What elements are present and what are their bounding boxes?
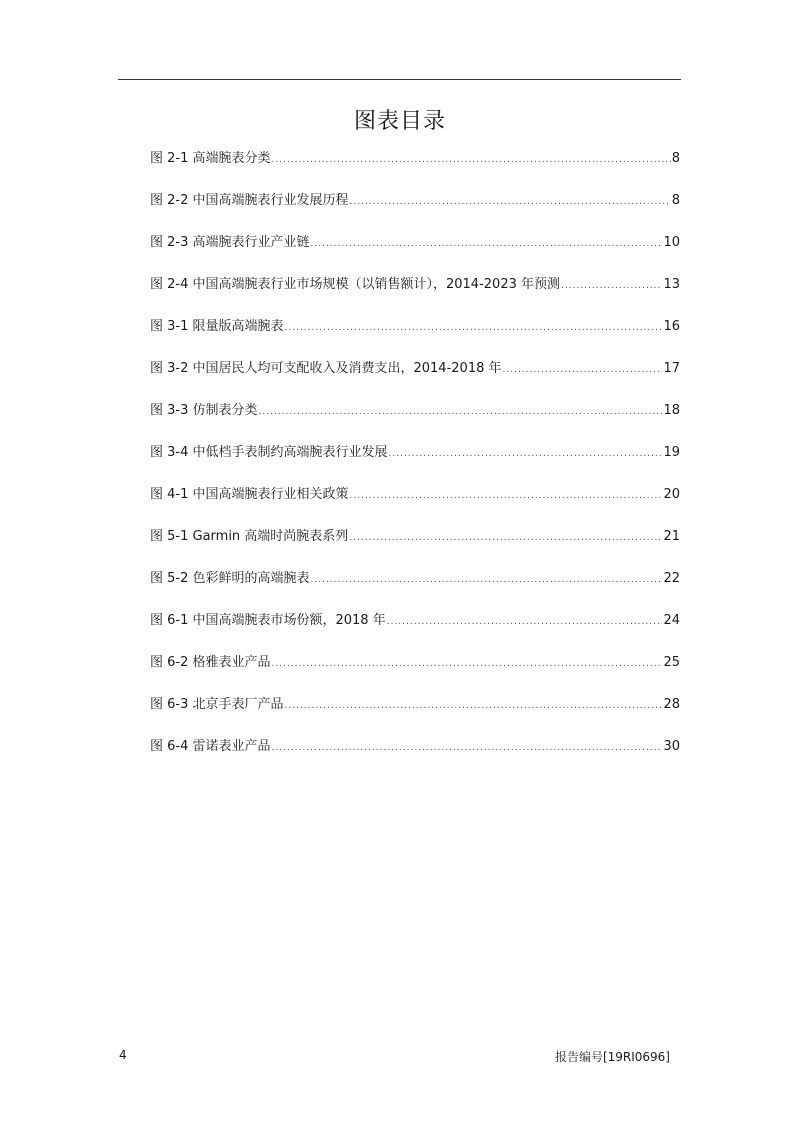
- toc-dot-leader: [349, 527, 662, 549]
- toc-entry-label: 图 5-2 色彩鲜明的高端腕表: [150, 571, 310, 586]
- toc-entry-label: 图 5-1 Garmin 高端时尚腕表系列: [150, 529, 349, 544]
- toc-entry-page: 25: [663, 655, 680, 670]
- toc-entry-label: 图 3-3 仿制表分类: [150, 403, 258, 418]
- header-rule: [118, 79, 681, 80]
- toc-entry-label: 图 3-2 中国居民人均可支配收入及消费支出，2014-2018 年: [150, 361, 502, 376]
- toc-entry[interactable]: [150, 610, 680, 652]
- toc-entry-label: 图 3-1 限量版高端腕表: [150, 319, 284, 334]
- toc-entry[interactable]: [150, 190, 680, 232]
- toc-entry-label: 图 6-4 雷诺表业产品: [150, 739, 271, 754]
- toc-entry-label: 图 2-2 中国高端腕表行业发展历程: [150, 193, 349, 208]
- figure-index: [150, 148, 680, 778]
- toc-dot-leader: [272, 149, 671, 171]
- toc-entry-page: 16: [663, 319, 680, 334]
- toc-entry-label: 图 6-2 格雅表业产品: [150, 655, 271, 670]
- toc-entry-label: 图 6-3 北京手表厂产品: [150, 697, 284, 712]
- toc-entry-label: 图 2-4 中国高端腕表行业市场规模（以销售额计），2014-2023 年预测: [150, 277, 560, 292]
- toc-entry-label: 图 2-1 高端腕表分类: [150, 151, 271, 166]
- toc-dot-leader: [389, 443, 663, 465]
- toc-dot-leader: [350, 191, 671, 213]
- toc-entry-label: 图 4-1 中国高端腕表行业相关政策: [150, 487, 349, 502]
- toc-entry[interactable]: [150, 400, 680, 442]
- toc-dot-leader: [350, 485, 663, 507]
- toc-entry-page: 18: [663, 403, 680, 418]
- toc-entry[interactable]: [150, 442, 680, 484]
- toc-dot-leader: [387, 611, 663, 633]
- toc-entry-label: 图 3-4 中低档手表制约高端腕表行业发展: [150, 445, 388, 460]
- toc-entry[interactable]: [150, 358, 680, 400]
- toc-dot-leader: [503, 359, 663, 381]
- toc-dot-leader: [285, 695, 663, 717]
- toc-entry[interactable]: [150, 736, 680, 778]
- toc-entry-page: 20: [663, 487, 680, 502]
- toc-entry[interactable]: [150, 568, 680, 610]
- toc-dot-leader: [561, 275, 662, 297]
- toc-entry[interactable]: [150, 652, 680, 694]
- toc-entry-page: 28: [663, 697, 680, 712]
- toc-entry[interactable]: [150, 694, 680, 736]
- toc-entry[interactable]: [150, 232, 680, 274]
- toc-entry[interactable]: [150, 526, 680, 568]
- page-title: 图表目录: [353, 109, 446, 134]
- toc-dot-leader: [311, 569, 663, 591]
- toc-dot-leader: [285, 317, 663, 339]
- toc-entry-page: 24: [663, 613, 680, 628]
- toc-entry-page: 21: [663, 529, 680, 544]
- footer-page-number: 4: [119, 1048, 127, 1062]
- toc-entry-page: 13: [663, 277, 680, 292]
- toc-entry[interactable]: [150, 316, 680, 358]
- toc-entry-label: 图 2-3 高端腕表行业产业链: [150, 235, 310, 250]
- toc-entry-page: 17: [663, 361, 680, 376]
- toc-entry-label: 图 6-1 中国高端腕表市场份额，2018 年: [150, 613, 386, 628]
- toc-entry-page: 8: [671, 151, 680, 166]
- toc-entry[interactable]: [150, 484, 680, 526]
- toc-dot-leader: [272, 653, 663, 675]
- toc-entry-page: 10: [663, 235, 680, 250]
- toc-entry[interactable]: [150, 148, 680, 190]
- toc-dot-leader: [272, 737, 663, 759]
- toc-dot-leader: [259, 401, 663, 423]
- toc-entry-page: 30: [663, 739, 680, 754]
- toc-entry-page: 8: [671, 193, 680, 208]
- toc-entry-page: 19: [663, 445, 680, 460]
- footer-report-id: 报告编号[19RI0696]: [554, 1050, 670, 1064]
- toc-entry[interactable]: [150, 274, 680, 316]
- toc-dot-leader: [311, 233, 663, 255]
- toc-entry-page: 22: [663, 571, 680, 586]
